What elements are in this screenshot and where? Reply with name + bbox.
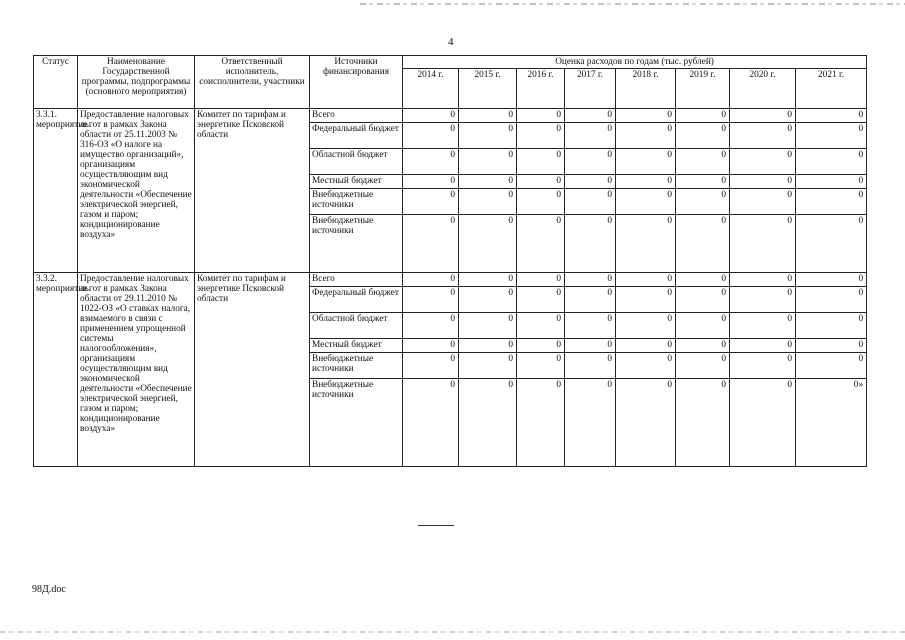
expense-value: 0 xyxy=(676,149,730,175)
file-name: 98Д.doc xyxy=(32,584,66,595)
expense-value: 0 xyxy=(403,175,459,189)
expense-value: 0 xyxy=(730,189,796,215)
expense-value: 0 xyxy=(796,149,867,175)
expense-value: 0 xyxy=(459,353,517,379)
expense-value: 0 xyxy=(517,353,565,379)
expense-value: 0 xyxy=(459,215,517,273)
expense-value: 0 xyxy=(459,287,517,313)
expense-value: 0 xyxy=(565,313,616,339)
expense-value: 0 xyxy=(517,149,565,175)
expense-value: 0 xyxy=(796,313,867,339)
expense-value: 0 xyxy=(403,273,459,287)
expense-value: 0 xyxy=(730,273,796,287)
expense-value: 0 xyxy=(796,287,867,313)
scan-noise-bottom xyxy=(0,631,905,633)
expense-value: 0 xyxy=(616,175,676,189)
expense-value: 0 xyxy=(616,273,676,287)
expense-value: 0 xyxy=(730,175,796,189)
funding-source: Внебюджетные источники xyxy=(310,215,403,273)
funding-source: Всего xyxy=(310,109,403,123)
expense-value: 0 xyxy=(459,109,517,123)
expense-value: 0 xyxy=(517,339,565,353)
expense-value: 0 xyxy=(517,313,565,339)
header-year: 2017 г. xyxy=(565,69,616,109)
expense-value: 0 xyxy=(565,287,616,313)
scan-noise-top xyxy=(360,3,905,5)
header-status: Статус xyxy=(34,56,78,109)
expense-value: 0 xyxy=(676,215,730,273)
expense-value: 0 xyxy=(403,339,459,353)
expense-value: 0 xyxy=(517,123,565,149)
expense-value: 0 xyxy=(565,273,616,287)
expense-value: 0 xyxy=(403,287,459,313)
header-year: 2018 г. xyxy=(616,69,676,109)
expense-value: 0 xyxy=(403,123,459,149)
expense-value: 0 xyxy=(517,109,565,123)
table-row xyxy=(34,273,867,287)
expense-value: 0 xyxy=(616,379,676,467)
expense-value: 0 xyxy=(796,273,867,287)
expense-value: 0 xyxy=(565,149,616,175)
header-executor: Ответственный исполнитель, соисполнители, участники xyxy=(195,56,310,109)
header-year: 2021 г. xyxy=(796,69,867,109)
expense-value: 0 xyxy=(403,379,459,467)
expense-value: 0 xyxy=(730,379,796,467)
expense-value: 0 xyxy=(565,353,616,379)
expense-value: 0 xyxy=(517,287,565,313)
expense-value: 0 xyxy=(796,123,867,149)
expense-value: 0 xyxy=(730,353,796,379)
expense-value: 0 xyxy=(459,339,517,353)
expense-value: 0 xyxy=(459,273,517,287)
expense-value: 0 xyxy=(676,339,730,353)
expense-value: 0 xyxy=(565,339,616,353)
page-number: 4 xyxy=(448,36,454,48)
expense-value: 0 xyxy=(730,313,796,339)
expense-value: 0 xyxy=(565,123,616,149)
expense-value: 0 xyxy=(676,379,730,467)
expense-value: 0 xyxy=(616,313,676,339)
expense-value: 0 xyxy=(403,353,459,379)
expense-value: 0 xyxy=(403,313,459,339)
expense-value: 0 xyxy=(517,215,565,273)
expense-value: 0 xyxy=(403,149,459,175)
expense-value: 0 xyxy=(730,109,796,123)
funding-source: Федеральный бюджет xyxy=(310,123,403,149)
expense-value: 0 xyxy=(676,273,730,287)
expense-value: 0 xyxy=(616,109,676,123)
activity-name: Предоставление налоговых льгот в рамках Закона области от 25.11.2003 № 316-ОЗ «О налоге на имущество организаций», организациям осуществляющим вид экономической деятельности «Обеспечение электрической энергией, газом и паром; кондиционирование воздуха» xyxy=(78,109,195,273)
funding-source: Местный бюджет xyxy=(310,339,403,353)
expense-value: 0 xyxy=(676,109,730,123)
expense-value: 0 xyxy=(676,313,730,339)
expense-value: 0 xyxy=(616,353,676,379)
funding-source: Внебюджетные источники xyxy=(310,353,403,379)
activity-status: 3.3.1. мероприятие xyxy=(34,109,78,273)
header-sources: Источники финансирования xyxy=(310,56,403,109)
expense-value: 0 xyxy=(616,123,676,149)
header-name: Наименование Государственной программы, подпрограммы (основного мероприятия) xyxy=(78,56,195,109)
activity-executor: Комитет по тарифам и энергетике Псковской области xyxy=(195,109,310,273)
table-row xyxy=(34,109,867,123)
expense-value: 0 xyxy=(616,287,676,313)
expense-value: 0 xyxy=(676,123,730,149)
funding-source: Внебюджетные источники xyxy=(310,189,403,215)
funding-source: Областной бюджет xyxy=(310,313,403,339)
expense-value: 0 xyxy=(796,175,867,189)
funding-source: Федеральный бюджет xyxy=(310,287,403,313)
expense-value: 0 xyxy=(796,109,867,123)
header-year: 2019 г. xyxy=(676,69,730,109)
expense-value: 0 xyxy=(565,379,616,467)
expense-value: 0 xyxy=(517,379,565,467)
header-estimate: Оценка расходов по годам (тыс. рублей) xyxy=(403,56,867,69)
expense-value: 0 xyxy=(565,109,616,123)
header-year: 2015 г. xyxy=(459,69,517,109)
expense-value: 0 xyxy=(459,379,517,467)
activity-status: 3.3.2. мероприятие xyxy=(34,273,78,467)
expense-value: 0 xyxy=(517,189,565,215)
expense-value: 0 xyxy=(676,175,730,189)
expense-value: 0 xyxy=(730,215,796,273)
funding-source: Местный бюджет xyxy=(310,175,403,189)
expense-value: 0 xyxy=(459,189,517,215)
header-year: 2020 г. xyxy=(730,69,796,109)
expense-value: 0 xyxy=(796,215,867,273)
table-header xyxy=(34,56,867,109)
expense-value: 0 xyxy=(459,123,517,149)
expense-value: 0 xyxy=(730,287,796,313)
expense-value: 0 xyxy=(459,313,517,339)
expense-value: 0 xyxy=(459,149,517,175)
expense-value: 0 xyxy=(796,189,867,215)
expense-value: 0 xyxy=(616,215,676,273)
expense-value: 0 xyxy=(676,189,730,215)
expense-value: 0 xyxy=(459,175,517,189)
expense-value: 0 xyxy=(616,339,676,353)
activity-name: Предоставление налоговых льгот в рамках Закона области от 29.11.2010 № 1022-ОЗ «О ставках налога, взимаемого в связи с применением упрощенной системы налогообложения», организациям осуществляющим вид экономической деятельности «Обеспечение электрической энергией, газом и паром; кондиционирование воздуха» xyxy=(78,273,195,467)
funding-source: Областной бюджет xyxy=(310,149,403,175)
expense-value: 0 xyxy=(676,353,730,379)
funding-source: Всего xyxy=(310,273,403,287)
funding-source: Внебюджетные источники xyxy=(310,379,403,467)
expense-value: 0 xyxy=(730,339,796,353)
expense-value: 0 xyxy=(616,149,676,175)
expense-value: 0 xyxy=(730,149,796,175)
expense-value: 0 xyxy=(517,175,565,189)
expense-value: 0 xyxy=(403,189,459,215)
expense-value: 0 xyxy=(565,175,616,189)
footer-rule xyxy=(418,525,454,526)
expense-value: 0 xyxy=(730,123,796,149)
activity-executor: Комитет по тарифам и энергетике Псковской области xyxy=(195,273,310,467)
budget-table xyxy=(33,55,867,467)
expense-value: 0 xyxy=(403,109,459,123)
expense-value: 0 xyxy=(676,287,730,313)
expense-value: 0 xyxy=(796,353,867,379)
header-year: 2014 г. xyxy=(403,69,459,109)
expense-value: 0 xyxy=(565,189,616,215)
header-year: 2016 г. xyxy=(517,69,565,109)
expense-value: 0 xyxy=(616,189,676,215)
expense-value: 0 xyxy=(796,339,867,353)
expense-value: 0 xyxy=(517,273,565,287)
expense-value: 0 xyxy=(403,215,459,273)
expense-value: 0 xyxy=(565,215,616,273)
expense-value: 0» xyxy=(796,379,867,467)
